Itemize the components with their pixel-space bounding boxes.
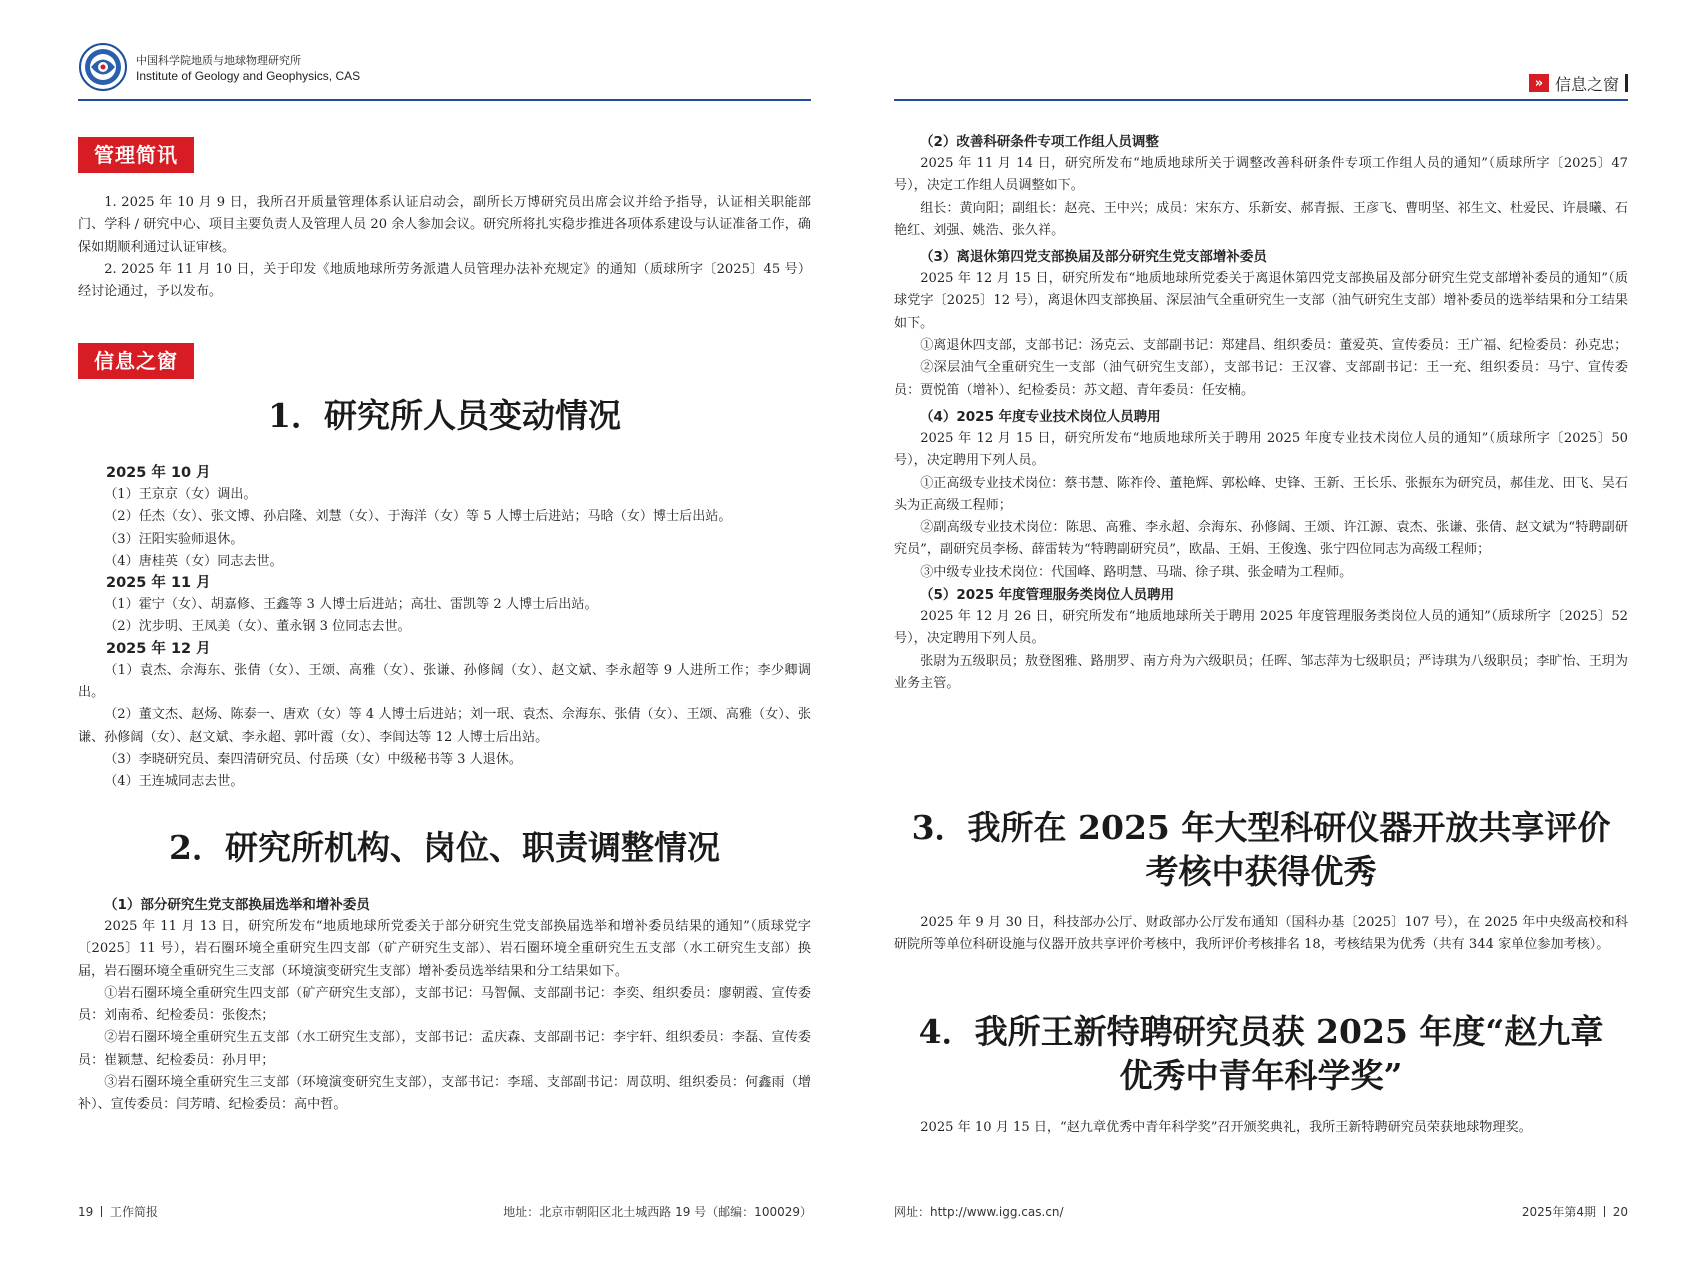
oct-item-3: （3）汪阳实验师退休。 xyxy=(104,531,244,547)
heading-instrument-award-line1: 3．我所在 2025 年大型科研仪器开放共享评价 xyxy=(911,808,1611,847)
instrument-award-text xyxy=(894,912,1628,957)
institute-name-cn: 中国科学院地质与地球物理研究所 xyxy=(136,54,301,67)
subheading-1: （1）部分研究生党支部换届选举和增补委员 xyxy=(104,897,370,913)
month-dec: 2025 年 12 月 xyxy=(106,640,211,657)
heading-personnel: 1．研究所人员变动情况 xyxy=(268,396,621,435)
instrument-award-para: 2025 年 9 月 30 日，科技部办公厅、财政部办公厅发布通知（国科办基〔2025〕107 号），在 2025 年中央级高校和科研院所等单位科研设施与仪器开放共享评价考核中，我所评价考核排名 18，考核结果为优秀（共有 344 家单位参加考核）。 xyxy=(894,915,1628,953)
heading-zhao-award-line2: 优秀中青年科学奖” xyxy=(1119,1056,1403,1095)
footer-page-number: 19 xyxy=(78,1205,94,1219)
sub1-para-1: 2025 年 11 月 13 日，研究所发布“地质地球所党委关于部分研究生党支部换届选举和增补委员结果的通知”（质球党字〔2025〕11 号），岩石圈环境全重研究生四支部（矿产研究生支部）、岩石圈环境全重研究生五支部（水工研究生支部）换届，岩石圈环境全重研究生三支部（环境演变研究生支部）增补委员选举结果和分工结果如下。 xyxy=(78,919,811,979)
mgmt-para-1: 1. 2025 年 10 月 9 日，我所召开质量管理体系认证启动会，副所长万博研究员出席会议并给予指导，认证相关职能部门、学科 / 研究中心、项目主要负责人及管理人员 20 余人参加会议。研究所将扎实稳步推进各项体系建设与认证准备工作，确保如期顺利通过认证审核。 xyxy=(78,195,811,255)
section-tag-mgmt: 管理简讯 xyxy=(78,137,194,173)
heading-org-adjust: 2．研究所机构、岗位、职责调整情况 xyxy=(169,828,720,867)
footer-right xyxy=(1522,1203,1628,1220)
heading-instrument-award xyxy=(894,806,1628,894)
mgmt-text xyxy=(78,192,811,303)
footer-address: 地址：北京市朝阳区北土城西路 19 号（邮编：100029） xyxy=(503,1205,812,1219)
footer-website: 网址：http://www.igg.cas.cn/ xyxy=(894,1205,1064,1219)
dec-item-1: （1）袁杰、佘海东、张倩（女）、王颂、高雅（女）、张谦、孙修阔（女）、赵文斌、李永超等 9 人进所工作；李少卿调出。 xyxy=(78,662,811,701)
oct-item-4: （4）唐桂英（女）同志去世。 xyxy=(104,553,283,569)
mgmt-para-2: 2. 2025 年 11 月 10 日，关于印发《地质地球所劳务派遣人员管理办法补充规定》的通知（质球所字〔2025〕45 号）经讨论通过，予以发布。 xyxy=(78,261,811,300)
month-nov: 2025 年 11 月 xyxy=(106,575,211,592)
header-rule-right xyxy=(894,99,1628,101)
dec-item-3: （3）李晓研究员、秦四清研究员、付岳瑛（女）中级秘书等 3 人退休。 xyxy=(104,751,522,767)
zhao-award-para: 2025 年 10 月 15 日，“赵九章优秀中青年科学奖”召开颁奖典礼，我所王新特聘研究员荣获地球物理奖。 xyxy=(920,1120,1532,1135)
oct-item-2: （2）任杰（女）、张文博、孙启隆、刘慧（女）、于海洋（女）等 5 人博士后进站；马晗（女）博士后出站。 xyxy=(104,509,732,525)
subheading-3: （3）离退休第四党支部换届及部分研究生党支部增补委员 xyxy=(920,249,1267,266)
institute-logo-icon xyxy=(78,42,128,92)
heading-zhao-award xyxy=(894,1010,1628,1098)
sub1-para-4: ③岩石圈环境全重研究生三支部（环境演变研究生支部），支部书记：李瑶、支部副书记：周苡明、组织委员：何鑫雨（增补）、宣传委员：闫芳晴、纪检委员：高中哲。 xyxy=(78,1075,811,1113)
nov-item-2: （2）沈步明、王凤美（女）、董永钢 3 位同志去世。 xyxy=(104,619,411,635)
zhao-award-text xyxy=(894,1117,1628,1139)
subheading-2: （2）改善科研条件专项工作组人员调整 xyxy=(920,134,1159,150)
sub3-para-1: 2025 年 12 月 15 日，研究所发布“地质地球所党委关于离退休第四党支部换届及部分研究生党支部增补委员的通知”（质球党字〔2025〕12 号），离退休四支部换届、深层油气全重研究生一支部（油气研究生支部）增补委员的选举结果和分工结果如下。 xyxy=(894,271,1628,331)
header-left xyxy=(78,42,813,98)
sub3-para-3: ②深层油气全重研究生一支部（油气研究生支部），支部书记：王汉睿、支部副书记：王一充、组织委员：马宁、宣传委员：贾悦笛（增补）、纪检委员：苏文超、青年委员：任安楠。 xyxy=(894,360,1628,398)
dec-item-2: （2）董文杰、赵炀、陈泰一、唐欢（女）等 4 人博士后进站；刘一珉、袁杰、佘海东、张倩（女）、王颂、高雅（女）、张谦、孙修阔（女）、赵文斌、李永超、郭叶霞（女）、李闾达等 12 人博士后出站。 xyxy=(78,707,811,745)
heading-instrument-award-line2: 考核中获得优秀 xyxy=(1145,852,1377,891)
nov-item-1: （1）霍宁（女）、胡嘉修、王鑫等 3 人博士后进站；高壮、雷凯等 2 人博士后出站。 xyxy=(104,597,598,613)
dec-item-4: （4）王连城同志去世。 xyxy=(104,774,244,790)
org-adjust-text xyxy=(78,894,811,1117)
right-text-top xyxy=(894,131,1628,695)
header-section-name: 信息之窗 xyxy=(1554,74,1619,94)
heading-zhao-award-line1: 4．我所王新特聘研究员获 2025 年度“赵九章 xyxy=(918,1012,1604,1051)
footer-page-number-right: 20 xyxy=(1612,1205,1628,1219)
section-tag-info: 信息之窗 xyxy=(78,343,194,379)
subheading-4: （4）2025 年度专业技术岗位人员聘用 xyxy=(920,408,1161,425)
sub5-para-2: 张尉为五级职员；敖登图雅、路朋罗、南方舟为六级职员；任晖、邹志萍为七级职员；严诗琪为八级职员；李旷怡、王玥为业务主管。 xyxy=(894,653,1628,691)
sub2-para-1: 2025 年 11 月 14 日，研究所发布“地质地球所关于调整改善科研条件专项工作组人员的通知”（质球所字〔2025〕47 号），决定工作组人员调整如下。 xyxy=(894,156,1628,194)
sub4-para-1: 2025 年 12 月 15 日，研究所发布“地质地球所关于聘用 2025 年度专业技术岗位人员的通知”（质球所字〔2025〕50 号），决定聘用下列人员。 xyxy=(894,430,1628,469)
sub1-para-2: ①岩石圈环境全重研究生四支部（矿产研究生支部），支部书记：马智佩、支部副书记：李奕、组织委员：廖朝霞、宣传委员：刘南希、纪检委员：张俊杰； xyxy=(78,985,811,1024)
month-oct: 2025 年 10 月 xyxy=(106,465,211,481)
sub3-para-2: ①离退休四支部，支部书记：汤克云、支部副书记：郑建昌、组织委员：董爱英、宣传委员：王广福、纪检委员：孙克忠； xyxy=(920,338,1628,354)
header-right xyxy=(1529,72,1628,94)
right-page xyxy=(850,0,1700,1262)
sub4-para-4: ③中级专业技术岗位：代国峰、路明慧、马瑞、徐子琪、张金晴为工程师。 xyxy=(920,564,1353,580)
header-rule xyxy=(78,99,811,101)
footer-issue: 2025年第4期 xyxy=(1521,1205,1597,1219)
footer-journal-name: 工作简报 xyxy=(109,1205,158,1219)
double-chevron-icon: » xyxy=(1529,74,1549,92)
footer-left xyxy=(78,1203,158,1220)
sub1-para-3: ②岩石圈环境全重研究生五支部（水工研究生支部），支部书记：孟庆森、支部副书记：李宇轩、组织委员：李磊、宣传委员：崔颖慧、纪检委员：孙月甲； xyxy=(78,1030,811,1068)
header-divider xyxy=(1625,74,1628,92)
subheading-5: （5）2025 年度管理服务类岗位人员聘用 xyxy=(920,587,1175,604)
personnel-text xyxy=(78,463,811,794)
institute-name-en: Institute of Geology and Geophysics, CAS xyxy=(136,69,361,83)
sub5-para-1: 2025 年 12 月 26 日，研究所发布“地质地球所关于聘用 2025 年度管理服务类岗位人员的通知”（质球所字〔2025〕52 号），决定聘用下列人员。 xyxy=(894,609,1628,647)
sub4-para-3: ②副高级专业技术岗位：陈思、高雅、李永超、佘海东、孙修阔、王颂、许江源、袁杰、张谦、张倩、赵文斌为“特聘副研究员”，副研究员李杨、薛雷转为“特聘副研究员”，欧晶、王娟、王俊逸、张宁四位同志为高级工程师； xyxy=(894,520,1628,558)
sub4-para-2: ①正高级专业技术岗位：蔡书慧、陈祚伶、董艳辉、郭松峰、史锋、王新、王长乐、张振东为研究员，郝佳龙、田飞、吴石头为正高级工程师； xyxy=(894,475,1628,513)
oct-item-1: （1）王京京（女）调出。 xyxy=(104,487,257,502)
sub2-para-2: 组长：黄向阳；副组长：赵亮、王中兴；成员：宋东方、乐新安、郝青振、王彦飞、曹明坚、祁生文、杜爱民、许晨曦、石艳红、刘强、姚浩、张久祥。 xyxy=(894,200,1628,238)
